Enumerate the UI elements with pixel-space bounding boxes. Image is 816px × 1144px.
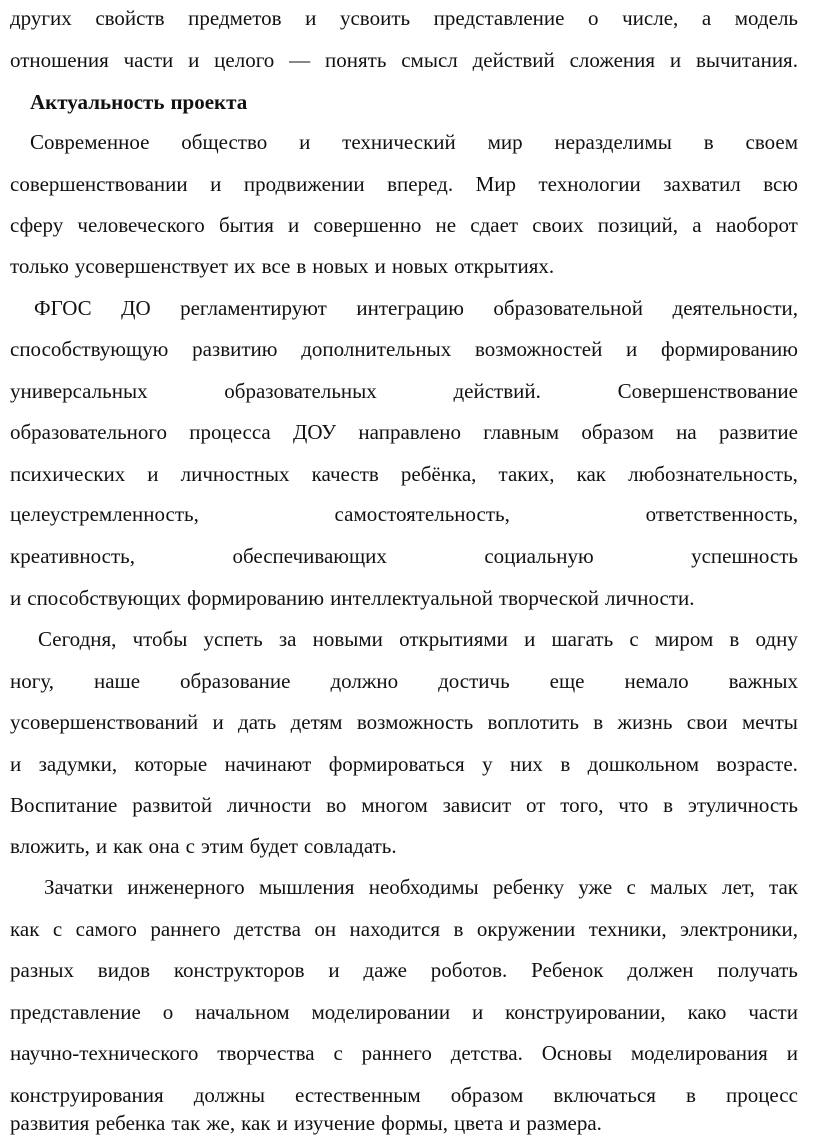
word: как [10,917,40,941]
word: с [52,917,63,941]
word: открытиями [399,627,508,651]
text-line-6 [10,210,798,240]
word: раннего [361,1041,432,1065]
word: личности. [604,586,695,610]
word: детства. [450,1041,523,1065]
word: что [618,793,649,817]
word: должно [330,669,399,693]
word: инженерного [127,875,245,899]
word: модель [734,6,798,30]
text-line-19 [10,749,798,779]
word: новых [312,254,369,278]
text-line-4 [30,127,798,157]
word: и [288,213,300,237]
text-line-7 [10,251,798,281]
word: ребенку [492,875,565,899]
text-line-14 [10,541,798,571]
word: развитой [132,793,213,817]
text-line-1 [10,3,798,33]
word: творчества [217,1041,315,1065]
word: немало [624,669,689,693]
word: действий [472,48,555,72]
word: конструкторов [173,958,305,982]
word: в [593,710,604,734]
word: шагать [551,627,614,651]
section-heading [30,87,798,117]
word: усвоить [339,6,411,30]
word: усовершенствует [74,254,228,278]
word: о [588,6,599,30]
word: дать [238,710,277,734]
word: и [626,337,638,361]
word: необходимы [368,875,479,899]
word: еще [549,669,585,693]
word: како [687,1000,727,1024]
word: в [296,254,307,278]
word: в [560,752,571,776]
word: и [328,958,340,982]
word: процесса [189,420,271,444]
word: способствующих [27,586,182,610]
word: и [299,130,311,154]
word: электроники, [680,917,798,941]
word: и [305,6,317,30]
word: так [171,1111,201,1135]
word: одну [755,627,798,651]
word: качеств [311,462,379,486]
word: у [482,752,493,776]
word: части [123,48,174,72]
word: позиций, [597,213,679,237]
word: захватил [663,172,741,196]
word: моделировании [311,1000,451,1024]
word: с [333,1041,343,1065]
word: совладать. [303,834,397,858]
word: и [786,1041,798,1065]
word: самостоятельность, [334,502,510,526]
word: проекта [170,90,248,114]
text-line-18 [10,707,798,737]
word: и [212,710,224,734]
word: общество [181,130,268,154]
word: в [685,1083,696,1107]
word: их [233,254,256,278]
word: с [629,627,639,651]
word: как [113,834,143,858]
word: технический [342,130,456,154]
word: мир [487,130,523,154]
word: бытия [218,213,274,237]
word: образовательных [224,379,377,403]
word: целеустремленность, [10,502,199,526]
word: — [289,48,311,72]
word: даже [363,958,407,982]
text-line-21 [10,831,798,861]
word: человеческого [77,213,205,237]
word: жизнь [617,710,673,734]
word: и [10,752,22,776]
word: и [509,1111,521,1135]
word: своем [745,130,798,154]
word: возрасте. [716,752,798,776]
word: малых [650,875,708,899]
word: в [663,793,674,817]
word: развития [10,1111,90,1135]
word: как [576,462,606,486]
word: Сегодня, [38,627,117,651]
word: Актуальность [30,90,165,114]
word: личности [227,793,312,817]
word: числе, [622,6,679,30]
word: должны [193,1083,265,1107]
word: размера. [526,1111,602,1135]
text-line-27 [10,1080,798,1110]
word: же, [206,1111,236,1135]
word: совершенно [313,213,422,237]
word: и [374,254,386,278]
word: творческой [498,586,599,610]
word: мечты [741,710,798,734]
word: других [10,6,72,30]
word: регламентируют [180,296,327,320]
word: свои [686,710,728,734]
text-line-25 [10,997,798,1027]
word: на [676,420,697,444]
word: будет [249,834,298,858]
word: формы, [381,1111,449,1135]
word: ребёнка, [400,462,477,486]
word: о [162,1000,174,1024]
word: должен [627,958,694,982]
word: ДО [121,296,151,320]
word: отношения [10,48,109,72]
word: сферу [10,213,64,237]
word: Воспитание [10,793,118,817]
word: ногу, [10,669,54,693]
text-line-11 [10,417,798,447]
word: получать [717,958,798,982]
text-line-16 [38,624,798,654]
word: процесс [725,1083,798,1107]
word: неразделимы [554,130,672,154]
word: видов [97,958,151,982]
word: социальную [484,544,594,568]
word: универсальных [10,379,148,403]
word: чтобы [132,627,188,651]
word: креативность, [10,544,135,568]
word: начинают [224,752,312,776]
word: не [435,213,457,237]
word: своих [532,213,584,237]
word: мышления [258,875,355,899]
word: развитие [718,420,798,444]
word: включаться [553,1083,656,1107]
word: представление [10,1000,141,1024]
word: естественным [295,1083,421,1107]
word: ДОУ [293,420,337,444]
word: находится [349,917,441,941]
word: образом [450,1083,524,1107]
word: личностных [180,462,290,486]
word: образовательного [10,420,167,444]
word: в [703,130,714,154]
word: всю [763,172,798,196]
word: способствующую [10,337,169,361]
word: окружении [476,917,576,941]
word: ребенка [95,1111,166,1135]
word: этим [200,834,244,858]
text-line-23 [10,914,798,944]
word: сложения [569,48,656,72]
word: техники, [588,917,667,941]
text-line-26 [10,1038,798,1068]
word: формироваться [328,752,465,776]
text-line-24 [10,955,798,985]
word: и [95,834,108,858]
word: уже [578,875,613,899]
word: этуличность [687,793,798,817]
word: интеллектуальной [330,586,493,610]
word: направлено [358,420,461,444]
word: наоборот [715,213,798,237]
word: формированию [661,337,798,361]
word: в [453,917,464,941]
word: Совершенствование [617,379,798,403]
word: самого [75,917,137,941]
word: любознательность, [628,462,798,486]
text-line-20 [10,790,798,820]
word: и [524,627,536,651]
word: свойств [95,6,165,30]
word: сдает [470,213,519,237]
word: предметов [188,6,282,30]
word: дополнительных [301,337,452,361]
word: он [314,917,337,941]
word: развитию [192,337,278,361]
word: представление [433,6,565,30]
word: обеспечивающих [232,544,387,568]
word: и [10,586,22,610]
word: образование [180,669,291,693]
word: моделирования [630,1041,768,1065]
word: а [692,213,702,237]
word: совершенствовании [10,172,188,196]
word: вперед. [387,172,454,196]
word: образовательной [493,296,644,320]
word: возможность [356,710,474,734]
word: и [276,1111,288,1135]
text-line-8 [34,293,798,323]
word: только [10,254,69,278]
text-line-5 [10,169,798,199]
word: успешность [691,544,798,568]
word: того, [560,793,604,817]
text-line-12 [10,459,798,489]
word: психических [10,462,126,486]
word: усовершенствований [10,710,199,734]
word: все [261,254,291,278]
word: которые [134,752,208,776]
text-line-17 [10,666,798,696]
word: с [185,834,195,858]
word: миром [654,627,714,651]
word: конструирования [10,1083,164,1107]
word: них [509,752,543,776]
word: зависит [442,793,512,817]
word: как [241,1111,271,1135]
word: успеть [203,627,263,651]
word: цвета [454,1111,504,1135]
word: Зачатки [44,875,113,899]
word: вычитания. [696,48,798,72]
word: изучение [293,1111,376,1135]
text-line-10 [10,376,798,406]
word: так [769,875,798,899]
text-line-15 [10,583,798,613]
word: важных [728,669,798,693]
word: таких, [498,462,555,486]
word: технологии [538,172,641,196]
word: достичь [438,669,510,693]
word: главным [483,420,560,444]
word: разных [10,958,74,982]
word: новыми [312,627,383,651]
word: смысл [401,48,458,72]
word: ответственность, [645,502,798,526]
word: а [701,6,712,30]
word: Ребенок [531,958,604,982]
word: интеграцию [356,296,464,320]
word: детям [290,710,343,734]
word: детства [234,917,301,941]
text-line-2 [10,45,798,75]
word: целого [214,48,275,72]
text-line-22 [44,872,798,902]
word: действий. [453,379,541,403]
word: научно-технического [10,1041,199,1065]
word: с [626,875,636,899]
word: наше [93,669,141,693]
text-line-28 [10,1108,798,1138]
word: продвижении [243,172,365,196]
word: и [669,48,682,72]
word: роботов. [430,958,508,982]
word: открытиях. [454,254,555,278]
word: Мир [475,172,516,196]
word: Основы [541,1041,612,1065]
text-line-9 [10,334,798,364]
word: новых [391,254,449,278]
word: дошкольном [587,752,700,776]
text-line-13 [10,499,798,529]
word: понять [325,48,387,72]
word: воплотить [487,710,579,734]
word: задумки, [38,752,118,776]
word: в [729,627,740,651]
word: части [748,1000,798,1024]
word: раннего [150,917,221,941]
word: Современное [30,130,150,154]
word: формированию [187,586,325,610]
word: лет, [722,875,755,899]
word: и [188,48,200,72]
word: возможностей [474,337,603,361]
word: образом [581,420,654,444]
word: от [525,793,546,817]
word: деятельности, [672,296,798,320]
word: вложить, [10,834,90,858]
word: и [471,1000,484,1024]
word: и [210,172,222,196]
word: она [148,834,180,858]
word: многом [361,793,428,817]
word: ФГОС [34,296,92,320]
word: за [278,627,297,651]
word: начальном [195,1000,290,1024]
word: и [147,462,159,486]
word: конструировании, [505,1000,666,1024]
word: во [326,793,347,817]
